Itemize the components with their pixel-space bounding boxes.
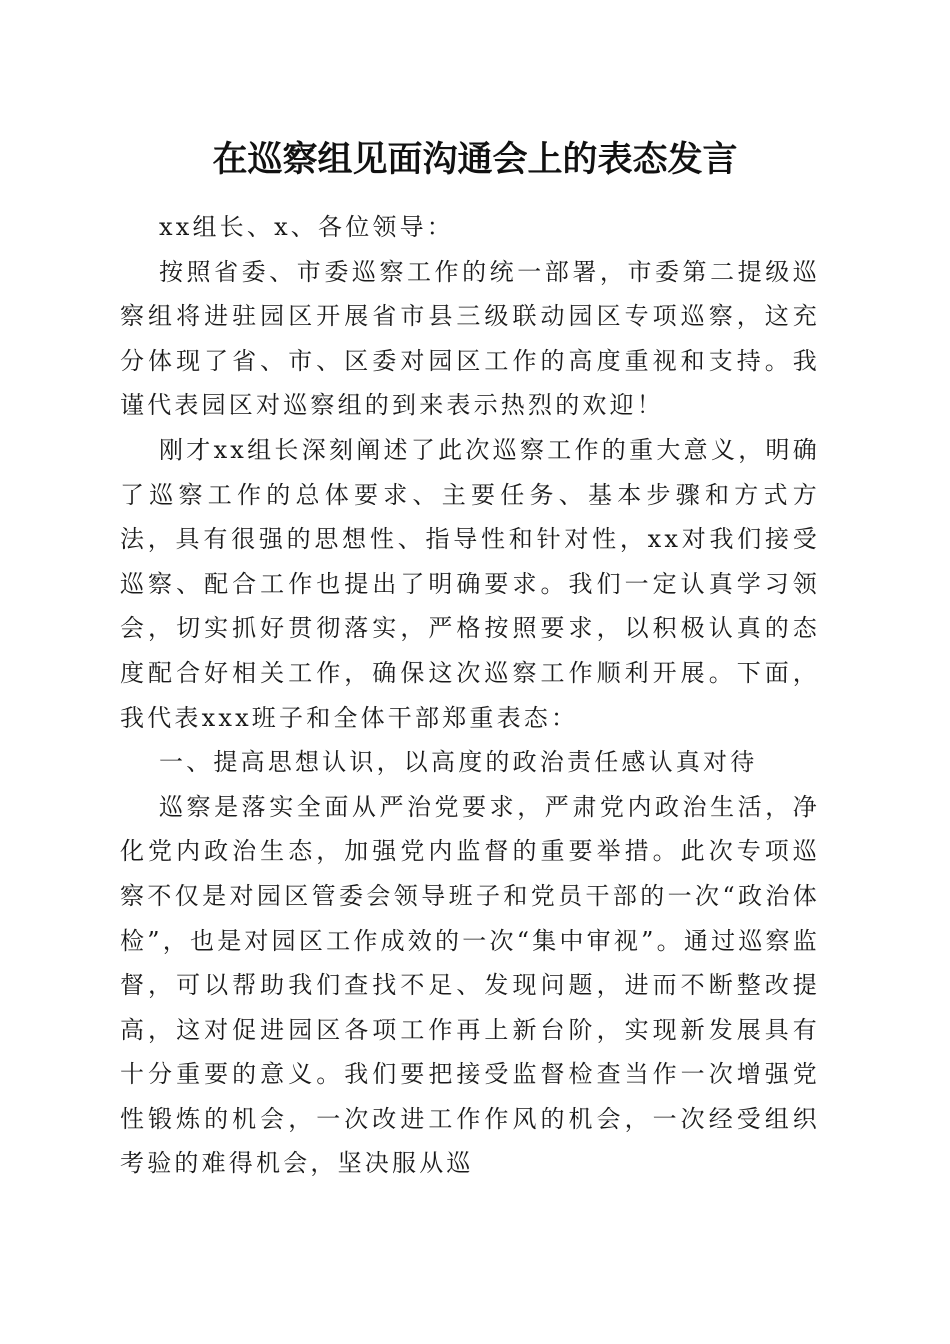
body-paragraph: 按照省委、市委巡察工作的统一部署，市委第二提级巡察组将进驻园区开展省市县三级联动园区专项巡察，这充分体现了省、市、区委对园区工作的高度重视和支持。我谨代表园区对巡察组的到来表示热烈的欢迎！	[120, 257, 820, 420]
section-heading: 一、提高思想认识，以高度的政治责任感认真对待	[159, 748, 758, 777]
document-body	[120, 205, 820, 1186]
body-paragraph: 巡察是落实全面从严治党要求，严肃党内政治生活，净化党内政治生态，加强党内监督的重要举措。此次专项巡察不仅是对园区管委会领导班子和党员干部的一次“政治体检”，也是对园区工作成效的一次“集中审视”。通过巡察监督，可以帮助我们查找不足、发现问题，进而不断整改提高，这对促进园区各项工作再上新台阶，实现新发展具有十分重要的意义。我们要把接受监督检查当作一次增强党性锻炼的机会，一次改进工作作风的机会，一次经受组织考验的难得机会，坚决服从巡	[120, 792, 820, 1178]
salutation-paragraph: xx组长、x、各位领导：	[159, 213, 455, 241]
body-paragraph: 刚才xx组长深刻阐述了此次巡察工作的重大意义，明确了巡察工作的总体要求、主要任务、基本步骤和方式方法，具有很强的思想性、指导性和针对性，xx对我们接受巡察、配合工作也提出了明确要求。我们一定认真学习领会，切实抓好贯彻落实，严格按照要求，以积极认真的态度配合好相关工作，确保这次巡察工作顺利开展。下面，我代表xxx班子和全体干部郑重表态：	[120, 435, 820, 732]
document-title: 在巡察组见面沟通会上的表态发言	[212, 139, 738, 180]
